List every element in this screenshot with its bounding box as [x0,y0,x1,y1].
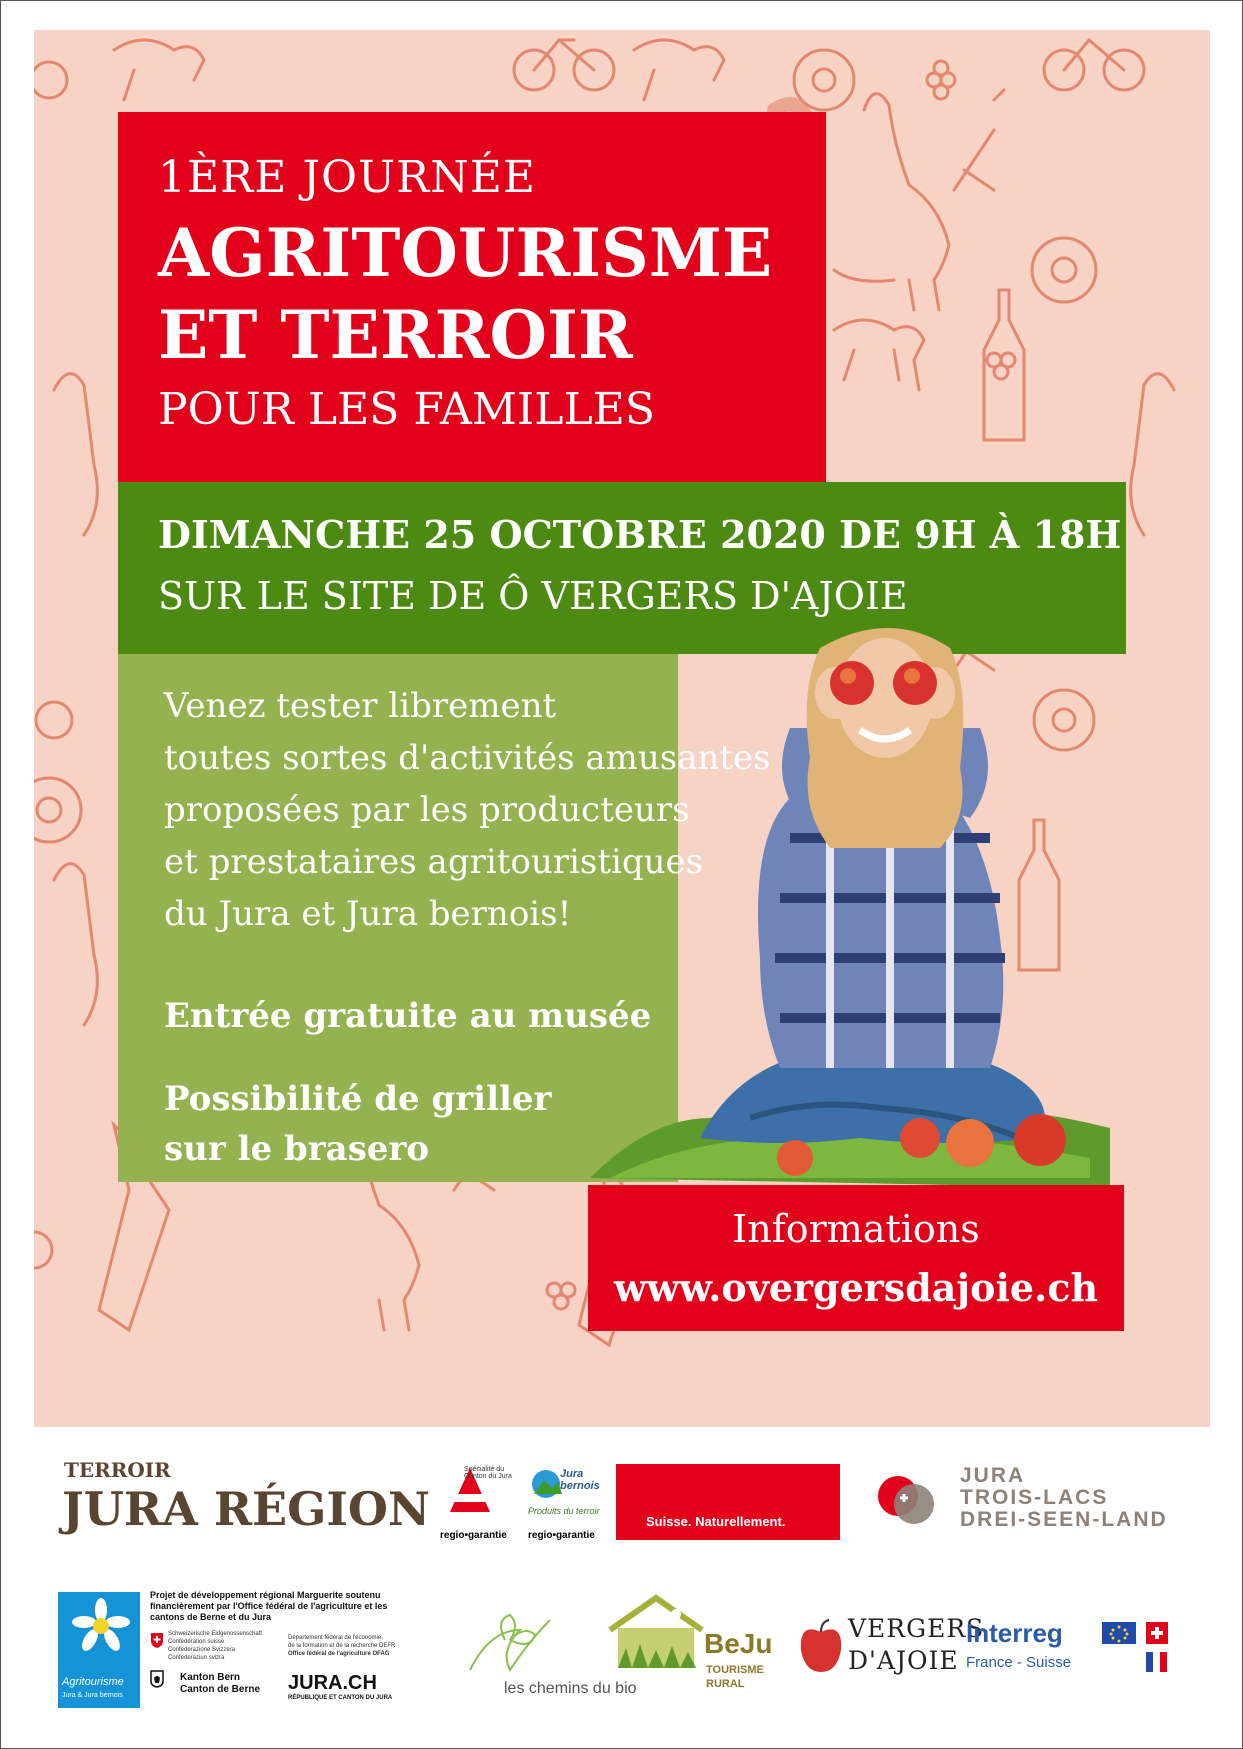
interreg-logo [962,1618,1182,1688]
dept-line-1: Département fédéral de l'économie, [288,1635,383,1641]
beju-label: BeJu [704,1628,773,1659]
description-text: Venez tester librement toutes sortes d'activités amusantes proposées par les producteurs et prestataires agritouristiques du Jura et Jura bernois! [164,686,771,934]
jura-ch-sub-label: RÉPUBLIQUE ET CANTON DU JURA [288,1695,393,1701]
dept-line-2: de la formation et de la recherche DEFR [288,1643,396,1649]
highlight-free-entry: Entrée gratuite au musée [164,996,652,1036]
vergers-line-2: D'AJOIE [848,1646,959,1675]
info-block [588,1185,1124,1331]
jura-bernois-produits-logo [526,1462,608,1542]
bern-shield-icon [150,1670,164,1688]
website-link[interactable]: www.overgersdajoie.ch [613,1265,1099,1310]
event-date: DIMANCHE 25 OCTOBRE 2020 DE 9H À 18H [158,512,1122,557]
event-location: SUR LE SITE DE Ô VERGERS D'AJOIE [158,574,908,618]
bicycle-icon [1044,40,1144,90]
kanton-bern-line-2: Canton de Berne [180,1684,261,1695]
girl-with-apples-illustration [590,618,1110,1188]
jura-bernois-icon [528,1466,564,1502]
eu-swiss-french-flags-icon [1102,1618,1214,1678]
produits-terroir-label: Produits du terroir [528,1506,600,1516]
jura-region-label: JURA RÉGION [62,1482,431,1536]
title-block [118,112,826,482]
beju-sub-line-1: TOURISME [706,1664,764,1676]
butterfly-icon [450,1610,590,1680]
jura-ch-label: JURA.CH [288,1672,377,1694]
daisy-icon [66,1598,136,1658]
chemins-bio-label: les chemins du bio [504,1680,637,1697]
vergers-line-1: VERGERS [848,1614,985,1643]
highlight-grill: Possibilité de griller sur le brasero [164,1079,552,1169]
terroir-jura-region-logo [62,1458,431,1538]
interreg-sub-label: France - Suisse [966,1654,1072,1671]
regio-garantie-label-2: regio•garantie [528,1530,595,1541]
specialite-label: Spécialité du Canton du Jura [464,1466,512,1480]
confed-line-2: Confédération suisse [168,1639,225,1645]
jura-bernois-label: Jura bernois [560,1468,600,1492]
departement-text [288,1634,420,1674]
projet-text: Projet de développement régional Marguerite soutenu financièrement par l'Office fédéral de l'agriculture et les cantons de Berne et du Jura [150,1590,388,1622]
jura-ch-logo [288,1672,428,1706]
jura-trois-lacs-logo [874,1464,1194,1540]
agritourisme-logo [58,1592,140,1708]
terroir-label: TERROIR [64,1458,171,1482]
poster [34,30,1210,1427]
confed-line-4: Confederaziun svizra [168,1655,225,1661]
beju-sub-line-2: RURAL [706,1678,745,1690]
bicycle-icon [34,62,67,98]
jura-trois-lacs-icon [874,1468,938,1532]
confed-line-3: Confederazione Svizzera [168,1647,236,1653]
suisse-tourisme-logo [616,1464,840,1540]
suisse-naturellement-label: Suisse. Naturellement. [646,1514,786,1529]
main-title-text: AGRITOURISME ET TERROIR [158,214,773,374]
bicycle-icon [34,702,72,1268]
agritourisme-label: Agritourisme [62,1676,124,1688]
kanton-bern-logo [150,1670,280,1706]
apple-icon [798,1618,844,1674]
info-title: Informations [732,1207,980,1251]
bicycle-icon [514,40,614,90]
beju-logo [606,1592,786,1708]
trois-lacs-line-2: TROIS-LACS [960,1486,1109,1509]
title-line-3: POUR LES FAMILLES [158,384,655,435]
kanton-bern-line-1: Kanton Bern [180,1672,240,1683]
projet-developpement-text [150,1590,420,1630]
dept-line-3: Office fédéral de l'agriculture OFAG [288,1651,390,1657]
farmhouse-icon [606,1592,706,1672]
swiss-shield-icon [150,1632,164,1648]
main-title [158,212,798,376]
vergers-dajoie-logo [798,1612,985,1682]
trois-lacs-line-1: JURA [960,1464,1026,1487]
regio-garantie-jura-logo [436,1462,518,1542]
agritourisme-sub-label: Jura & Jura bernois [62,1692,123,1699]
confed-line-1: Schweizerische Eidgenossenschaft [168,1631,263,1637]
regio-garantie-label-1: regio•garantie [440,1530,507,1541]
interreg-label: Interreg [966,1618,1063,1648]
trois-lacs-line-3: DREI-SEEN-LAND [960,1508,1168,1531]
title-line-1: 1ÈRE JOURNÉE [158,152,537,203]
